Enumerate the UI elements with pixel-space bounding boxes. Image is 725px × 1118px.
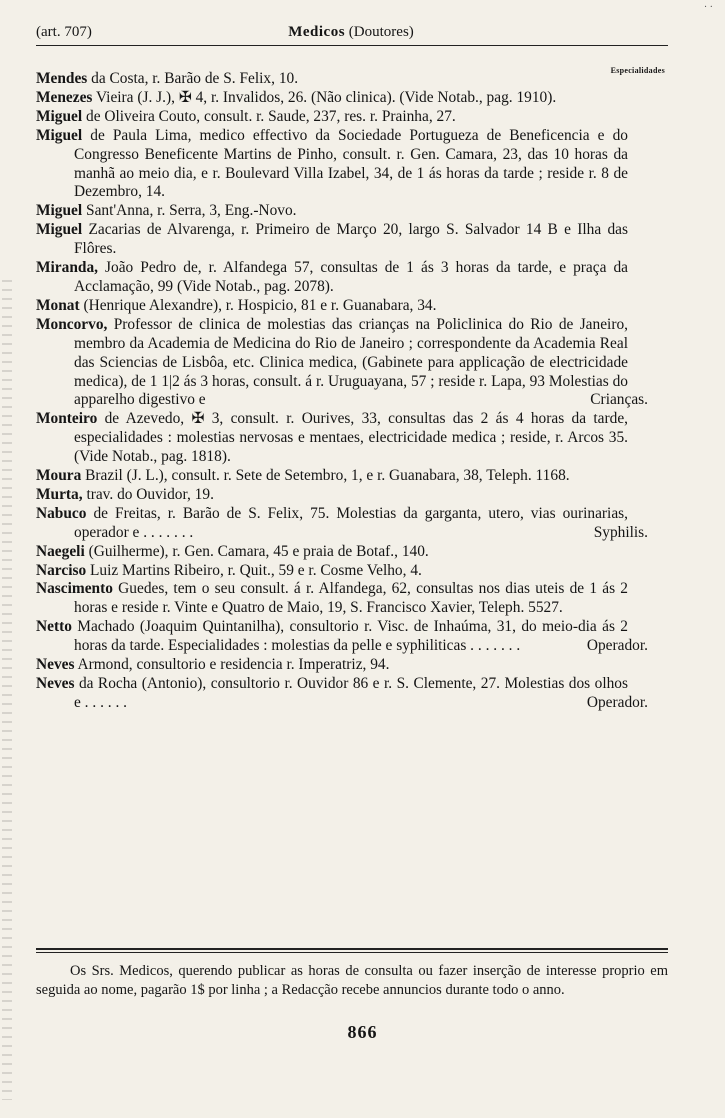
doctor-surname: Narciso <box>36 561 87 579</box>
doctor-details: (Henrique Alexandre), r. Hospicio, 81 e r. Guanabara, 34. <box>79 296 437 314</box>
doctor-surname: Monat <box>36 296 80 314</box>
doctor-entry <box>36 504 648 543</box>
doctor-details: Sant'Anna, r. Serra, 3, Eng.-Novo. <box>82 202 297 220</box>
doctor-entry <box>36 656 628 675</box>
section-title-bold: Medicos <box>288 24 346 40</box>
doctor-details: de Paula Lima, medico effectivo da Sociedade Portugueza de Beneficencia e do Congresso Beneficente Martins de Pinho, consult. r. Gen. Camara, 23, das 10 horas da manhã ao meio dia, e r. Boulevard Villa Izabel, 34, de 1 ás horas da tarde ; reside r. 8 de Dezembro, 14. <box>74 126 628 201</box>
doctor-surname: Miguel <box>36 221 83 239</box>
doctor-entry <box>36 410 628 467</box>
doctor-surname: Murta, <box>36 485 83 503</box>
print-specks: · · <box>703 2 713 13</box>
doctor-surname: Moncorvo, <box>36 315 108 333</box>
doctor-entry <box>36 675 648 713</box>
doctor-entry <box>36 259 628 297</box>
doctor-surname: Nabuco <box>36 504 87 522</box>
doctor-entry <box>36 315 648 411</box>
doctor-surname: Mendes <box>36 70 88 87</box>
doctor-entry <box>36 70 628 89</box>
doctor-details: Guedes, tem o seu consult. á r. Alfandega, 62, consultas nos dias uteis de 1 ás 2 horas e reside r. Vinte e Quatro de Maio, 19, S. Francisco Xavier, Teleph. 5527. <box>74 580 628 617</box>
specialty-label: Crianças. <box>590 391 648 409</box>
doctor-details: de Oliveira Couto, consult. r. Saude, 237, res. r. Prainha, 27. <box>82 107 456 125</box>
doctor-entry <box>36 486 628 505</box>
doctor-surname: Miguel <box>36 202 83 220</box>
doctor-entry <box>36 562 628 581</box>
doctor-surname: Neves <box>36 675 75 692</box>
page-edge-damage <box>2 280 12 1100</box>
page-number: 866 <box>347 1022 378 1042</box>
specialty-label: Operador. <box>586 693 648 711</box>
advertising-note: Os Srs. Medicos, querendo publicar as horas de consulta ou fazer inserção de interesse proprio em seguida ao nome, pagarão 1$ por linha ; a Redacção recebe annuncios durante todo o anno. <box>36 963 668 998</box>
doctor-listing <box>36 70 648 713</box>
doctor-surname: Monteiro <box>36 410 98 428</box>
doctor-details: de Azevedo, ✠ 3, consult. r. Ourives, 33, consultas das 2 ás 4 horas da tarde, especialidades : molestias nervosas e mentaes, electricidade medica ; reside, r. Arcos 35. (Vide Notab., pag. 1818). <box>74 410 628 466</box>
doctor-surname: Naegeli <box>36 542 85 560</box>
doctor-details: Vieira (J. J.), ✠ 4, r. Invalidos, 26. (Não clinica). (Vide Notab., pag. 1910). <box>92 88 557 106</box>
doctor-surname: Miguel <box>36 126 83 144</box>
doctor-details: trav. do Ouvidor, 19. <box>82 485 214 503</box>
doctor-entry <box>36 543 628 562</box>
doctor-details: João Pedro de, r. Alfandega 57, consultas de 1 ás 3 horas da tarde, e praça da Acclamação, 99 (Vide Notab., pag. 2078). <box>74 259 628 295</box>
doctor-details: (Guilherme), r. Gen. Camara, 45 e praia de Botaf., 140. <box>84 542 429 560</box>
doctor-surname: Moura <box>36 467 82 485</box>
doctor-surname: Miranda, <box>36 259 98 277</box>
doctor-details: Zacarias de Alvarenga, r. Primeiro de Março 20, largo S. Salvador 14 B e Ilha das Flôres. <box>74 221 628 258</box>
doctor-entry <box>36 127 628 203</box>
specialty-label: Operador. <box>586 637 648 655</box>
doctor-details: da Costa, r. Barão de S. Felix, 10. <box>87 70 299 87</box>
doctor-details: da Rocha (Antonio), consultorio r. Ouvidor 86 e r. S. Clemente, 27. Molestias dos olhos e . . . . . . <box>74 675 628 711</box>
doctor-surname: Miguel <box>36 107 83 125</box>
doctor-entry <box>36 618 648 656</box>
doctor-details: Armond, consultorio e residencia r. Imperatriz, 94. <box>74 656 390 674</box>
doctor-details: Machado (Joaquim Quintanilha), consultorio r. Visc. de Inhaúma, 31, do meio-dia ás 2 horas da tarde. Especialidades : molestias da pelle e syphiliticas . . . . . . . <box>71 618 628 655</box>
doctor-details: Brazil (J. L.), consult. r. Sete de Setembro, 1, e r. Guanabara, 38, Teleph. 1168. <box>81 467 570 485</box>
doctor-surname: Nascimento <box>36 580 113 598</box>
doctor-details: Professor de clinica de molestias das crianças na Policlinica do Rio de Janeiro, membro da Academia de Medicina do Rio de Janeiro ; correspondente da Academia Real das Sciencias de Lisbôa, etc. Clinica medica, (Gabinete para applicação de electricidade medica), de 1 1|2 ás 3 horas, consult. á r. Uruguayana, 57 ; reside r. Lapa, 93 Molestias do apparelho digestivo e <box>74 315 628 409</box>
doctor-entry <box>36 89 628 108</box>
section-title-rest: (Doutores) <box>348 24 414 40</box>
running-header <box>36 24 666 46</box>
section-title <box>36 24 666 41</box>
specialties-column-heading: Especialidades <box>610 66 665 75</box>
article-ref: (art. 707) <box>36 24 92 40</box>
doctor-details: de Freitas, r. Barão de S. Felix, 75. Molestias da garganta, utero, vias ourinarias, operador e . . . . . . . <box>74 504 628 541</box>
doctor-entry <box>36 467 628 486</box>
doctor-entry <box>36 108 628 127</box>
doctor-surname: Menezes <box>36 88 93 106</box>
specialty-label: Syphilis. <box>593 523 648 541</box>
doctor-entry <box>36 297 628 316</box>
doctor-entry <box>36 221 628 259</box>
doctor-entry <box>36 202 628 221</box>
header-rule <box>36 45 668 46</box>
doctor-entry <box>36 580 628 618</box>
doctor-surname: Neves <box>36 656 75 674</box>
doctor-details: Luiz Martins Ribeiro, r. Quit., 59 e r. Cosme Velho, 4. <box>86 561 422 579</box>
doctor-surname: Netto <box>36 618 72 636</box>
footer-rule-thin <box>36 952 668 953</box>
footer-rule-thick <box>36 948 668 950</box>
